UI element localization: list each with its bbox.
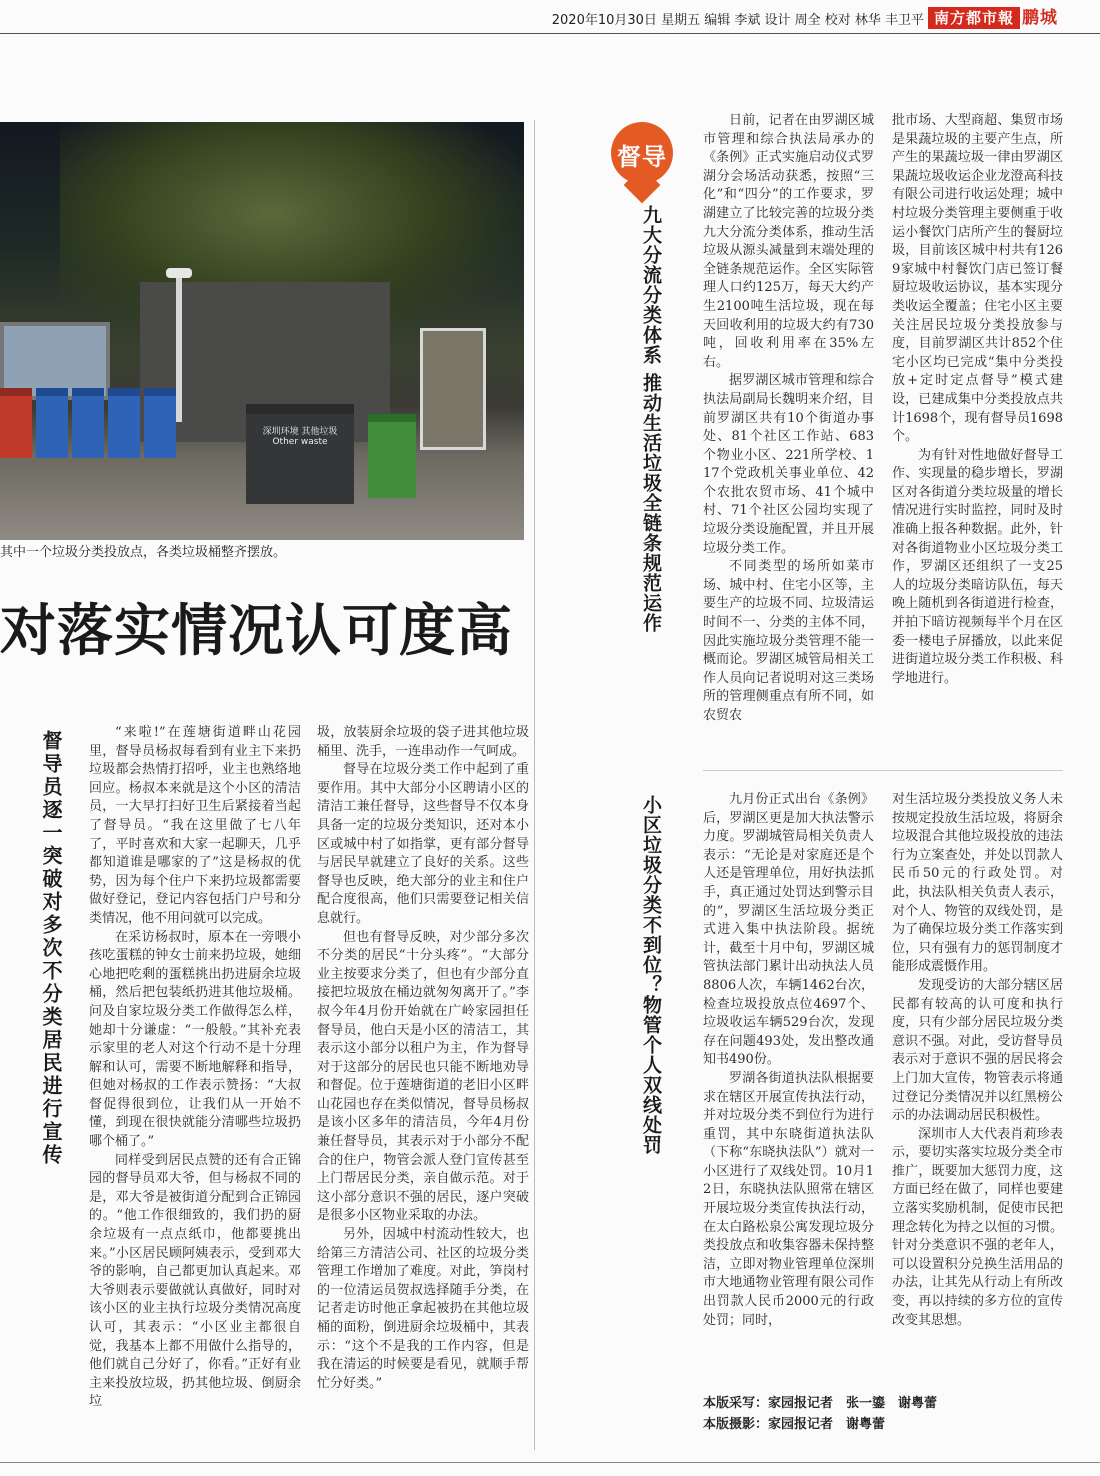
paragraph: 另外，因城中村流动性较大，也给第三方清洁公司、社区的垃圾分类管理工作增加了难度。对此，笋岗村的一位清运员贺叔选择随手分类，在记者走访时他正拿起被扔在其他垃圾桶的面粉，倒进厨余垃圾桶中，其表示：“这个不是我的工作内容，但是我在清运的时候要是看见，就顺手帮忙分好类。” [317,1227,529,1391]
photo-large-waste-bin [246,404,354,504]
photo-blue-bin [72,388,104,458]
newspaper-logo: 南方都市報 [928,7,1020,29]
article-column-6 [892,791,1063,1376]
news-photo [0,122,524,540]
column-divider [534,120,535,1450]
paragraph: 深圳市人大代表肖莉珍表示，要切实落实垃圾分类全市推广，既要加大惩罚力度，这方面已经在做了，同样也要建立落实奖励机制，促使市民把理念转化为持之以恒的习惯。针对分类意识不强的老年人，可以设置积分兑换生活用品的办法，让其先从行动上有所改变，再以持续的多方位的宣传改变其思想。 [892,1126,1063,1328]
byline-writers: 本版采写：家园报记者 张一鎏 谢粤蕾 [703,1396,938,1411]
photo-sorting-bins [0,388,176,458]
article-column-5 [703,791,874,1376]
photo-sign-stand [420,328,486,450]
article-column-3 [703,112,874,752]
right-subhead-1: 九大分流分类体系 推动生活垃圾全链条规范运作 [640,205,662,633]
main-headline: 对落实情况认可度高 [0,599,513,664]
paragraph: 对生活垃圾分类投放义务人未按规定投放生活垃圾，将厨余垃圾混合其他垃圾投放的违法行为立案查处，并处以罚款人民币50元的行政处罚。对此，执法队相关负责人表示，对个人、物管的双线处罚，是为了确保垃圾分类工作落实到位，只有强有力的惩罚制度才能形成震慑作用。 [892,792,1063,975]
paragraph: 日前，记者在由罗湖区城市管理和综合执法局承办的《条例》正式实施启动仪式罗湖分会场活动获悉，按照“三化”和“四分”的工作要求，罗湖建立了比较完善的垃圾分类九大分流分类体系，推动生活垃圾从源头减量到末端处理的全链条规范运作。全区实际管理人口约125万，每天大约产生2100吨生活垃圾，现在每天回收利用的垃圾大约有730吨，回收利用率在35%左右。 [703,113,874,370]
bin-label: 深圳环境 其他垃圾 Other waste [262,427,338,447]
photo-green-bin [368,414,416,498]
article-column-2 [317,724,529,1439]
photo-blue-bin [108,388,140,458]
paragraph: 督导在垃圾分类工作中起到了重要作用。其中大部分小区聘请小区的清洁工兼任督导，这些督导不仅本身具备一定的垃圾分类知识，还对本小区或城中村了如指掌，更有部分督导与居民早就建立了良好的关系。这些督导也反映，绝大部分的业主和住户配合度很高，他们只需要登记相关信息就行。 [317,762,529,926]
page-meta: 2020年10月30日 星期五 编辑 李斌 设计 周全 校对 林华 丰卫平 [551,13,924,28]
paragraph: 不同类型的场所如菜市场、城中村、住宅小区等，主要生产的垃圾不同、垃圾清运时间不一、分类的主体不同，因此实施垃圾分类管理不能一概而论。罗湖区城管局相关工作人员向记者说明对这三类场所的管理侧重点有所不同，如农贸农 [703,559,874,723]
paragraph: 罗湖各街道执法队根据要求在辖区开展宣传执法行动，并对垃圾分类不到位行为进行重罚，其中东晓街道执法队（下称“东晓执法队”）就对一小区进行了双线处罚。10月12日，东晓执法队照常在辖区开展垃圾分类宣传执法行动，在太白路松泉公寓发现垃圾分类投放点和收集容器未保持整洁，立即对物业管理单位深圳市大地通物业管理有限公司作出罚款人民币2000元的行政处罚；同时， [703,1070,874,1328]
photo-caption: 其中一个垃圾分类投放点，各类垃圾桶整齐摆放。 [0,545,287,560]
paragraph: 据罗湖区城市管理和综合执法局副局长魏明来介绍，目前罗湖区共有10个街道办事处、81个社区工作站、683个物业小区、221所学校、117个党政机关事业单位、42个农批农贸市场、41个城中村、71个社区公园均实现了垃圾分类设施配置，并且开展垃圾分类工作。 [703,373,874,556]
paragraph: 发现受访的大部分辖区居民都有较高的认可度和执行度，只有少部分居民垃圾分类意识不强。对此，受访督导员表示对于意识不强的居民将会上门加大宣传，物管表示将通过登记分类情况并以红黑榜公示的办法调动居民积极性。 [892,977,1063,1124]
paragraph: 为有针对性地做好督导工作、实现量的稳步增长，罗湖区对各街道分类垃圾量的增长情况进行实时监控，同时及时准确上报各种数据。此外，针对各街道物业小区垃圾分类工作，罗湖区还组织了一支25人的垃圾分类暗访队伍，每天晚上随机到各街道进行检查，并拍下暗访视频每半个月在区委一楼电子屏播放，以此来促进街道垃圾分类工作积极、科学地进行。 [892,447,1063,686]
section-badge: 督导 [617,143,667,171]
article-column-1 [89,724,301,1439]
page-bottom-rule [0,1462,1100,1463]
section-logo: 鹏城 [1022,8,1058,28]
byline-photographer: 本版摄影：家园报记者 谢粤蕾 [703,1417,886,1432]
photo-blue-bin [144,388,176,458]
photo-red-bin [0,388,32,458]
right-subhead-2: 小区垃圾分类不到位？物管个人双线处罚 [640,795,662,1155]
section-divider [703,770,1063,771]
paragraph: 同样受到居民点赞的还有合正锦园的督导员邓大爷，但与杨叔不同的是，邓大爷是被街道分配到合正锦园的。“他工作很细致的，我们扔的厨余垃圾有一点点纸巾，他都要挑出来。”小区居民顾阿姨表示，受到邓大爷的影响，自己都更加认真起来。邓大爷则表示要做就认真做好，同时对该小区的业主执行垃圾分类情况高度认可，其表示：“小区业主都很自觉，我基本上都不用做什么指导的，他们就自己分好了，你看。”正好有业主来投放垃圾，扔其他垃圾、倒厨余垃 [89,1152,301,1410]
paragraph: 九月份正式出台《条例》后，罗湖区更是加大执法警示力度。罗湖城管局相关负责人表示：“无论是对家庭还是个人还是管理单位，用好执法抓手，真正通过处罚达到警示目的”，罗湖区生活垃圾分类正式进入集中执法阶段。据统计，截至十月中旬，罗湖区城管执法部门累计出动执法人员8806人次，车辆1462台次，检查垃圾投放点位4697个、垃圾收运车辆529台次，发现存在问题493处，发出整改通知书490份。 [703,792,874,1068]
photo-streetlamp [176,272,182,422]
paragraph: 在采访杨叔时，原本在一旁喂小孩吃蛋糕的钟女士前来扔垃圾，她细心地把吃剩的蛋糕挑出扔进厨余垃圾桶，然后把包装纸扔进其他垃圾桶。问及自家垃圾分类工作做得怎么样，她却十分谦虚：“一般般。”其补充表示家里的老人对这个行动不是十分理解和认可，需要不断地解释和指导，但她对杨叔的工作表示赞扬：“大叔督促得很到位，让我们从一开始不懂，到现在很快就能分清哪些垃圾扔哪个桶了。” [89,929,301,1150]
paragraph: 圾，放装厨余垃圾的袋子进其他垃圾桶里、洗手，一连串动作一气呵成。 [317,725,529,759]
paragraph: 批市场、大型商超、集贸市场是果蔬垃圾的主要产生点，所产生的果蔬垃圾一律由罗湖区果蔬垃圾收运企业龙澄高科技有限公司进行收运处理；城中村垃圾分类管理主要侧重于收运小餐饮门店所产生的餐厨垃圾，目前该区城中村共有1269家城中村餐饮门店已签订餐厨垃圾收运协议，基本实现分类收运全覆盖；住宅小区主要关注居民垃圾分类投放参与度，目前罗湖区共计852个住宅小区均已完成“集中分类投放+定时定点督导”模式建设，已建成集中分类投放点共计1698个，现有督导员1698个。 [892,113,1063,445]
left-subhead: 督导员逐一突破对多次不分类居民进行宣传 [39,730,63,1167]
article-column-4 [892,112,1063,752]
paragraph: 但也有督导反映，对少部分多次不分类的居民“十分头疼”。“大部分业主按要求分类了，但也有少部分直接把垃圾放在桶边就匆匆离开了。”李叔今年4月份开始就在广岭家园担任督导员，他白天是小区的清洁工，其表示这小部分以租户为主，作为督导对于这部分的居民也只能不断地劝导和督促。位于莲塘街道的老旧小区畔山花园也存在类似情况，督导员杨叔是该小区多年的清洁员，今年4月份兼任督导员，其表示对于小部分不配合的住户，物管会派人登门宣传甚至上门帮居民分类，亲自做示范。对于这小部分意识不强的居民，逐户突破是很多小区物业采取的办法。 [317,929,529,1224]
paragraph: “来啦!”在莲塘街道畔山花园里，督导员杨叔每看到有业主下来扔垃圾都会热情打招呼，业主也熟络地回应。杨叔本来就是这个小区的清洁员，一大早打扫好卫生后紧接着当起了督导员。“我在这里做了七八年了，平时喜欢和大家一起聊天，几乎都知道谁是哪家的了”这是杨叔的优势，因为每个住户下来扔垃圾都需要做好登记，登记内容包括门户号和分类情况，他不用问就可以完成。 [89,725,301,926]
photo-streetlamp-head [166,268,192,278]
page-header [0,0,1100,34]
photo-blue-bin [36,388,68,458]
byline [703,1393,937,1435]
